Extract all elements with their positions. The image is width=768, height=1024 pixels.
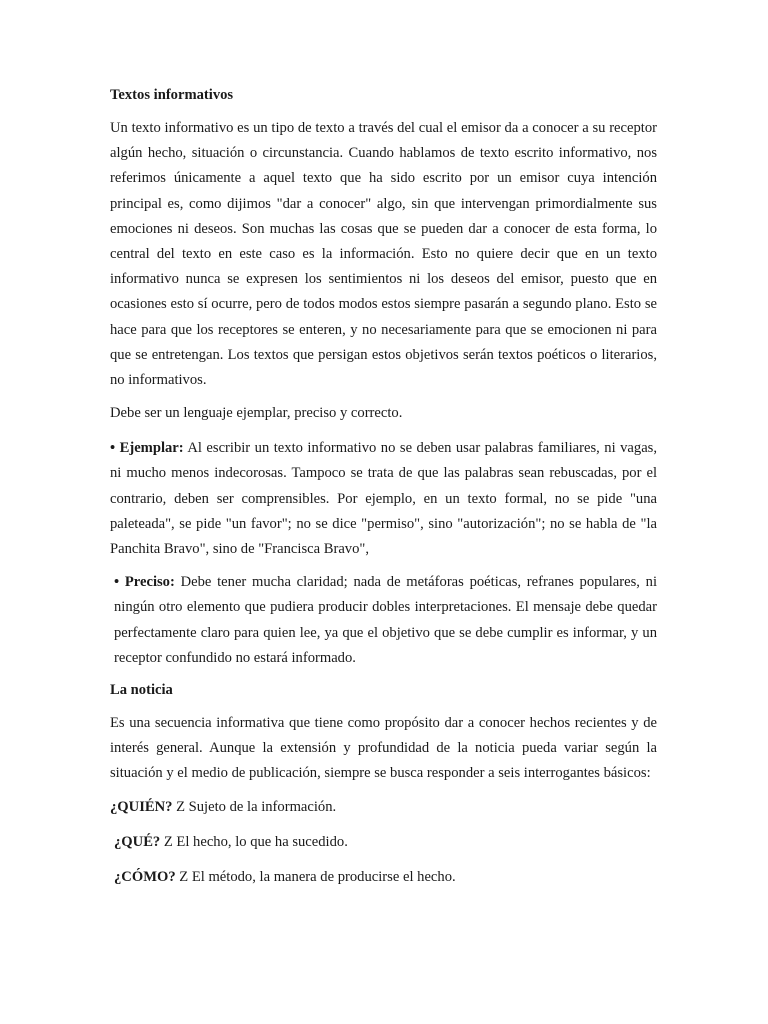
section-heading-textos-informativos: Textos informativos: [110, 87, 234, 103]
ejemplar-paragraph: [110, 436, 657, 562]
noticia-intro-paragraph: Es una secuencia informativa que tiene como propósito dar a conocer hechos recientes y de interés general. Aunque la extensión y profundidad de la noticia pueda variar según la situación y el medio de publicación, siempre se busca responder a seis interrogantes básicos:: [110, 715, 657, 782]
document-page: [110, 84, 657, 900]
question-quien-label: ¿QUIÉN?: [110, 798, 173, 815]
preciso-label: • Preciso:: [114, 574, 175, 591]
ejemplar-label: • Ejemplar:: [110, 440, 184, 457]
intro-paragraph: Un texto informativo es un tipo de texto a través del cual el emisor da a conocer a su receptor algún hecho, situación o circunstancia. Cuando hablamos de texto escrito informativo, nos referimos únicamente a aquel texto que ha sido escrito por un emisor cuya intención principal es, como dijimos "dar a conocer" algo, sin que intervengan primordialmente sus emociones ni deseos. Son muchas las cosas que se pueden dar a conocer de esta forma, lo central del texto en este caso es la información. Esto no quiere decir que en un texto informativo nunca se expresen los sentimientos ni los deseos del emisor, puesto que en ocasiones esto sí ocurre, pero de todos modos estos siempre pasarán a segundo plano. Esto se hace para que los receptores se enteren, y no necesariamente para que se emocionen ni para que se entretengan. Los textos que persigan estos objetivos serán textos poéticos o literarios, no informativos.: [110, 120, 657, 389]
question-quien: [110, 795, 657, 820]
question-como-label: ¿CÓMO?: [114, 868, 176, 885]
question-que-label: ¿QUÉ?: [114, 833, 161, 850]
section-heading-la-noticia: La noticia: [110, 682, 173, 699]
preciso-paragraph: [110, 570, 657, 671]
question-como: [110, 865, 657, 890]
ejemplar-text: Al escribir un texto informativo no se deben usar palabras familiares, ni vagas, ni mucho menos indecorosas. Tampoco se trata de que las palabras sean rebuscadas, por el contrario, deben ser comprensibles. Por ejemplo, en un texto formal, no se pide "una paleteada", se pide "un favor"; no se dice "permiso", sino "autorización"; no se habla de "la Panchita Bravo", sino de "Francisca Bravo",: [110, 440, 657, 558]
preciso-text: Debe tener mucha claridad; nada de metáforas poéticas, refranes populares, ni ningún otro elemento que pudiera producir dobles interpretaciones. El mensaje debe quedar perfectamente claro para quien lee, ya que el objetivo que se debe cumplir es informar, y un receptor confundido no estará informado.: [114, 574, 658, 666]
question-quien-text: Z Sujeto de la información.: [172, 798, 337, 815]
question-que-text: Z El hecho, lo que ha sucedido.: [160, 833, 348, 850]
language-line: Debe ser un lenguaje ejemplar, preciso y correcto.: [110, 405, 403, 422]
question-como-text: Z El método, la manera de producirse el hecho.: [175, 868, 456, 885]
question-que: [110, 830, 657, 855]
